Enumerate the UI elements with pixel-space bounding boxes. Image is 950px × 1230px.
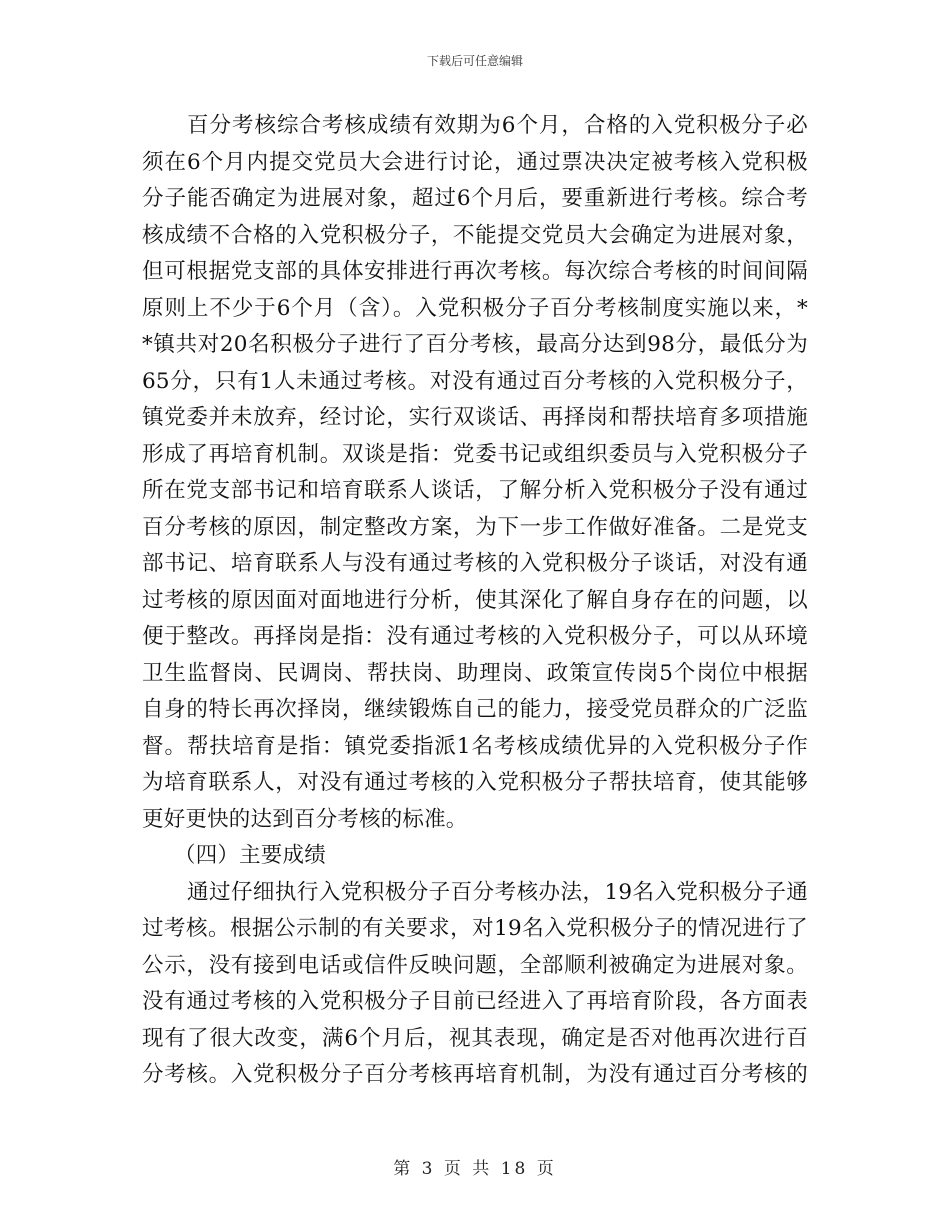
text-line: 百分考核综合考核成绩有效期为6个月，合格的入党积极分子必 — [187, 113, 808, 138]
page-header: 下载后可任意编辑 — [426, 54, 523, 68]
text-line: 核成绩不合格的入党积极分子，不能提交党员大会确定为进展对象， — [142, 222, 808, 248]
text-line: 百分考核的原因，制定整改方案，为下一步工作做好准备。二是党支 — [142, 514, 808, 540]
text-line: 督。帮扶培育是指：镇党委指派1名考核成绩优异的入党积极分子作 — [142, 733, 808, 759]
text-line: 部书记、培育联系人与没有通过考核的入党积极分子谈话，对没有通 — [142, 551, 808, 576]
text-line: 过考核。根据公示制的有关要求，对19名入党积极分子的情况进行了 — [142, 916, 808, 941]
text-line: 过考核的原因面对面地进行分析，使其深化了解自身存在的问题，以 — [142, 587, 808, 613]
text-line: 便于整改。再择岗是指：没有通过考核的入党积极分子，可以从环境 — [142, 624, 808, 649]
text-line: *镇共对20名积极分子进行了百分考核，最高分达到98分，最低分为 — [142, 332, 808, 357]
text-line: 更好更快的达到百分考核的标准。 — [142, 806, 468, 832]
text-line: 须在6个月内提交党员大会进行讨论，通过票决决定被考核入党积极 — [142, 149, 808, 175]
text-line: 65分，只有1人未通过考核。对没有通过百分考核的入党积极分子， — [142, 368, 808, 394]
text-line: 镇党委并未放弃，经讨论，实行双谈话、再择岗和帮扶培育多项措施 — [142, 405, 808, 430]
text-line: 卫生监督岗、民调岗、帮扶岗、助理岗、政策宣传岗5个岗位中根据 — [142, 660, 808, 686]
document-body — [142, 108, 808, 1094]
text-line: 原则上不少于6个月（含）。入党积极分子百分考核制度实施以来，* — [142, 295, 808, 321]
section-heading: （四）主要成绩 — [174, 843, 326, 868]
text-line: 分考核。入党积极分子百分考核再培育机制，为没有通过百分考核的 — [142, 1062, 808, 1087]
text-line: 分子能否确定为进展对象，超过6个月后，要重新进行考核。综合考 — [142, 186, 808, 211]
text-line: 自身的特长再次择岗，继续锻炼自己的能力，接受党员群众的广泛监 — [142, 697, 808, 722]
page-number: 第 3 页 共 18 页 — [393, 1159, 557, 1179]
text-line: 公示，没有接到电话或信件反映问题，全部顺利被确定为进展对象。 — [142, 952, 808, 978]
text-line: 没有通过考核的入党积极分子目前已经进入了再培育阶段，各方面表 — [142, 989, 808, 1014]
text-line: 通过仔细执行入党积极分子百分考核办法，19名入党积极分子通 — [187, 879, 808, 905]
text-line: 但可根据党支部的具体安排进行再次考核。每次综合考核的时间间隔 — [142, 259, 808, 284]
text-line: 为培育联系人，对没有通过考核的入党积极分子帮扶培育，使其能够 — [142, 770, 808, 795]
text-line: 现有了很大改变，满6个月后，视其表现，确定是否对他再次进行百 — [142, 1025, 808, 1051]
paragraph-1 — [142, 108, 808, 838]
paragraph-2 — [142, 875, 808, 1094]
text-line: 形成了再培育机制。双谈是指：党委书记或组织委员与入党积极分子 — [142, 441, 808, 467]
text-line: 所在党支部书记和培育联系人谈话，了解分析入党积极分子没有通过 — [142, 478, 808, 503]
